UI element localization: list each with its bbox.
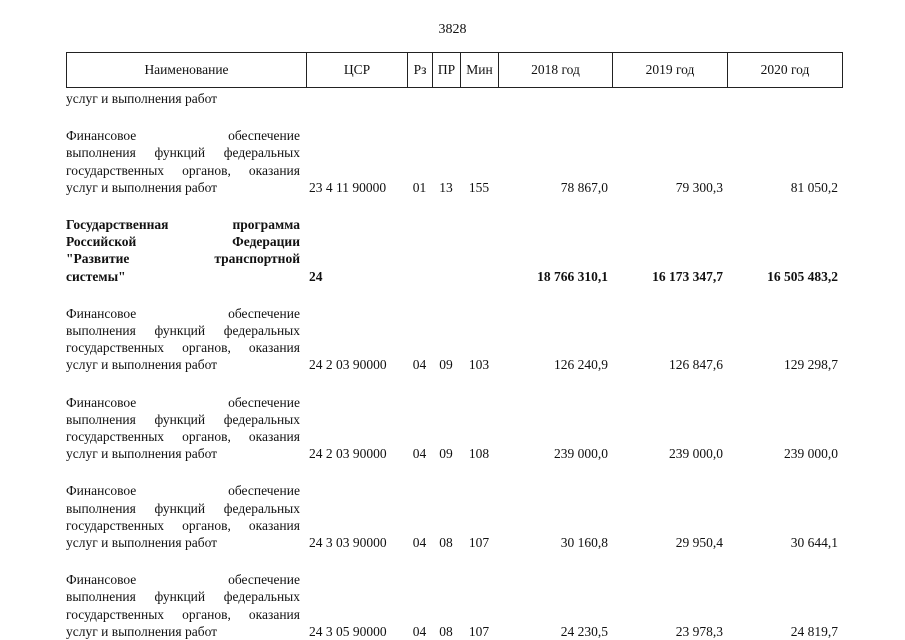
row-pr: 08 (439, 623, 453, 639)
row-name (66, 127, 306, 196)
row-pr (432, 216, 460, 285)
name-line: Российской Федерации (66, 234, 300, 250)
row-csr: 24 (309, 268, 323, 284)
row-gap-cell (66, 551, 842, 571)
row-2018: 24 230,5 (560, 623, 608, 639)
empty-cell (460, 90, 498, 107)
row-gap-cell (66, 462, 842, 482)
row-pr: 09 (439, 446, 453, 462)
name-line: выполнения функций федеральных (66, 145, 300, 161)
row-gap-cell (66, 107, 842, 127)
row-name (66, 216, 306, 285)
row-2020: 239 000,0 (784, 446, 838, 462)
row-rz: 04 (412, 535, 427, 551)
row-csr: 24 2 03 90000 (309, 446, 387, 462)
empty-cell (306, 90, 407, 107)
row-gap-cell (66, 196, 842, 216)
row-2019: 79 300,3 (675, 179, 723, 195)
name-line: "Развитие транспортной (66, 251, 300, 267)
name-line: государственных органов, оказания (66, 517, 300, 533)
row-pr: 08 (439, 535, 453, 551)
name-line: Финансовое обеспечение (66, 394, 300, 410)
table-row (66, 394, 842, 463)
name-line: Финансовое обеспечение (66, 483, 300, 499)
name-line: выполнения функций федеральных (66, 411, 300, 427)
row-gap (66, 374, 842, 394)
header-2020: 2020 год (728, 53, 843, 88)
name-line: Финансовое обеспечение (66, 128, 300, 144)
row-2018: 239 000,0 (554, 446, 608, 462)
name-line: услуг и выполнения работ (66, 357, 218, 373)
row-2020: 129 298,7 (784, 357, 838, 373)
row-gap (66, 551, 842, 571)
empty-cell (432, 90, 460, 107)
row-rz: 04 (412, 623, 427, 639)
row-min: 103 (468, 357, 490, 373)
row-name (66, 90, 306, 107)
row-2019: 29 950,4 (675, 535, 723, 551)
name-line: Финансовое обеспечение (66, 305, 300, 321)
empty-cell (727, 90, 842, 107)
name-line: государственных органов, оказания (66, 429, 300, 445)
page-number: 3828 (438, 22, 467, 37)
header-rz: Рз (408, 53, 433, 88)
name-line: системы" (66, 268, 126, 284)
row-2019: 239 000,0 (669, 446, 723, 462)
row-csr: 24 3 03 90000 (309, 535, 387, 551)
row-name (66, 394, 306, 463)
row-2019: 23 978,3 (675, 623, 723, 639)
name-line: государственных органов, оказания (66, 340, 300, 356)
row-gap-cell (66, 285, 842, 305)
row-name (66, 305, 306, 374)
row-csr: 23 4 11 90000 (309, 179, 387, 195)
row-rz (407, 216, 432, 285)
header-pr: ПР (433, 53, 461, 88)
name-line: государственных органов, оказания (66, 162, 300, 178)
header-min: Мин (461, 53, 499, 88)
header-2019: 2019 год (613, 53, 728, 88)
row-2020: 24 819,7 (790, 623, 838, 639)
row-min: 107 (468, 623, 490, 639)
row-pr: 09 (439, 357, 453, 373)
row-gap (66, 196, 842, 216)
table-header (66, 52, 843, 88)
row-csr: 24 3 05 90000 (309, 623, 387, 639)
row-2020: 30 644,1 (790, 535, 838, 551)
empty-cell (612, 90, 727, 107)
header-csr: ЦСР (307, 53, 408, 88)
name-line: выполнения функций федеральных (66, 323, 300, 339)
name-line: услуг и выполнения работ (66, 623, 218, 639)
empty-cell (498, 90, 612, 107)
row-rz: 01 (412, 179, 427, 195)
row-2020: 16 505 483,2 (767, 268, 838, 284)
row-min: 108 (468, 446, 490, 462)
empty-cell (407, 90, 432, 107)
row-csr: 24 2 03 90000 (309, 357, 387, 373)
table-row-continuation (66, 90, 842, 107)
table-row (66, 482, 842, 551)
row-2019: 126 847,6 (669, 357, 723, 373)
name-line: услуг и выполнения работ (66, 446, 218, 462)
row-2020: 81 050,2 (790, 179, 838, 195)
row-gap (66, 107, 842, 127)
row-2018: 78 867,0 (560, 179, 608, 195)
row-2018: 18 766 310,1 (537, 268, 608, 284)
name-line: услуг и выполнения работ (66, 179, 218, 195)
row-rz: 04 (412, 357, 427, 373)
row-gap (66, 285, 842, 305)
name-line: выполнения функций федеральных (66, 500, 300, 516)
table-row (66, 571, 842, 640)
header-2018: 2018 год (499, 53, 613, 88)
row-name (66, 482, 306, 551)
table-row (66, 216, 842, 285)
table-row (66, 127, 842, 196)
name-line: государственных органов, оказания (66, 606, 300, 622)
row-min: 107 (468, 535, 490, 551)
name-line: услуг и выполнения работ (66, 91, 218, 106)
name-line: выполнения функций федеральных (66, 589, 300, 605)
row-2019: 16 173 347,7 (652, 268, 723, 284)
name-line: Финансовое обеспечение (66, 572, 300, 588)
row-min (460, 216, 498, 285)
row-2018: 126 240,9 (554, 357, 608, 373)
header-name: Наименование (67, 53, 307, 88)
row-2018: 30 160,8 (560, 535, 608, 551)
row-gap-cell (66, 374, 842, 394)
table-row (66, 305, 842, 374)
row-min: 155 (468, 179, 490, 195)
row-rz: 04 (412, 446, 427, 462)
name-line: Государственная программа (66, 217, 300, 233)
budget-table (66, 90, 842, 640)
row-gap (66, 462, 842, 482)
row-name (66, 571, 306, 640)
row-pr: 13 (439, 179, 453, 195)
name-line: услуг и выполнения работ (66, 535, 218, 551)
